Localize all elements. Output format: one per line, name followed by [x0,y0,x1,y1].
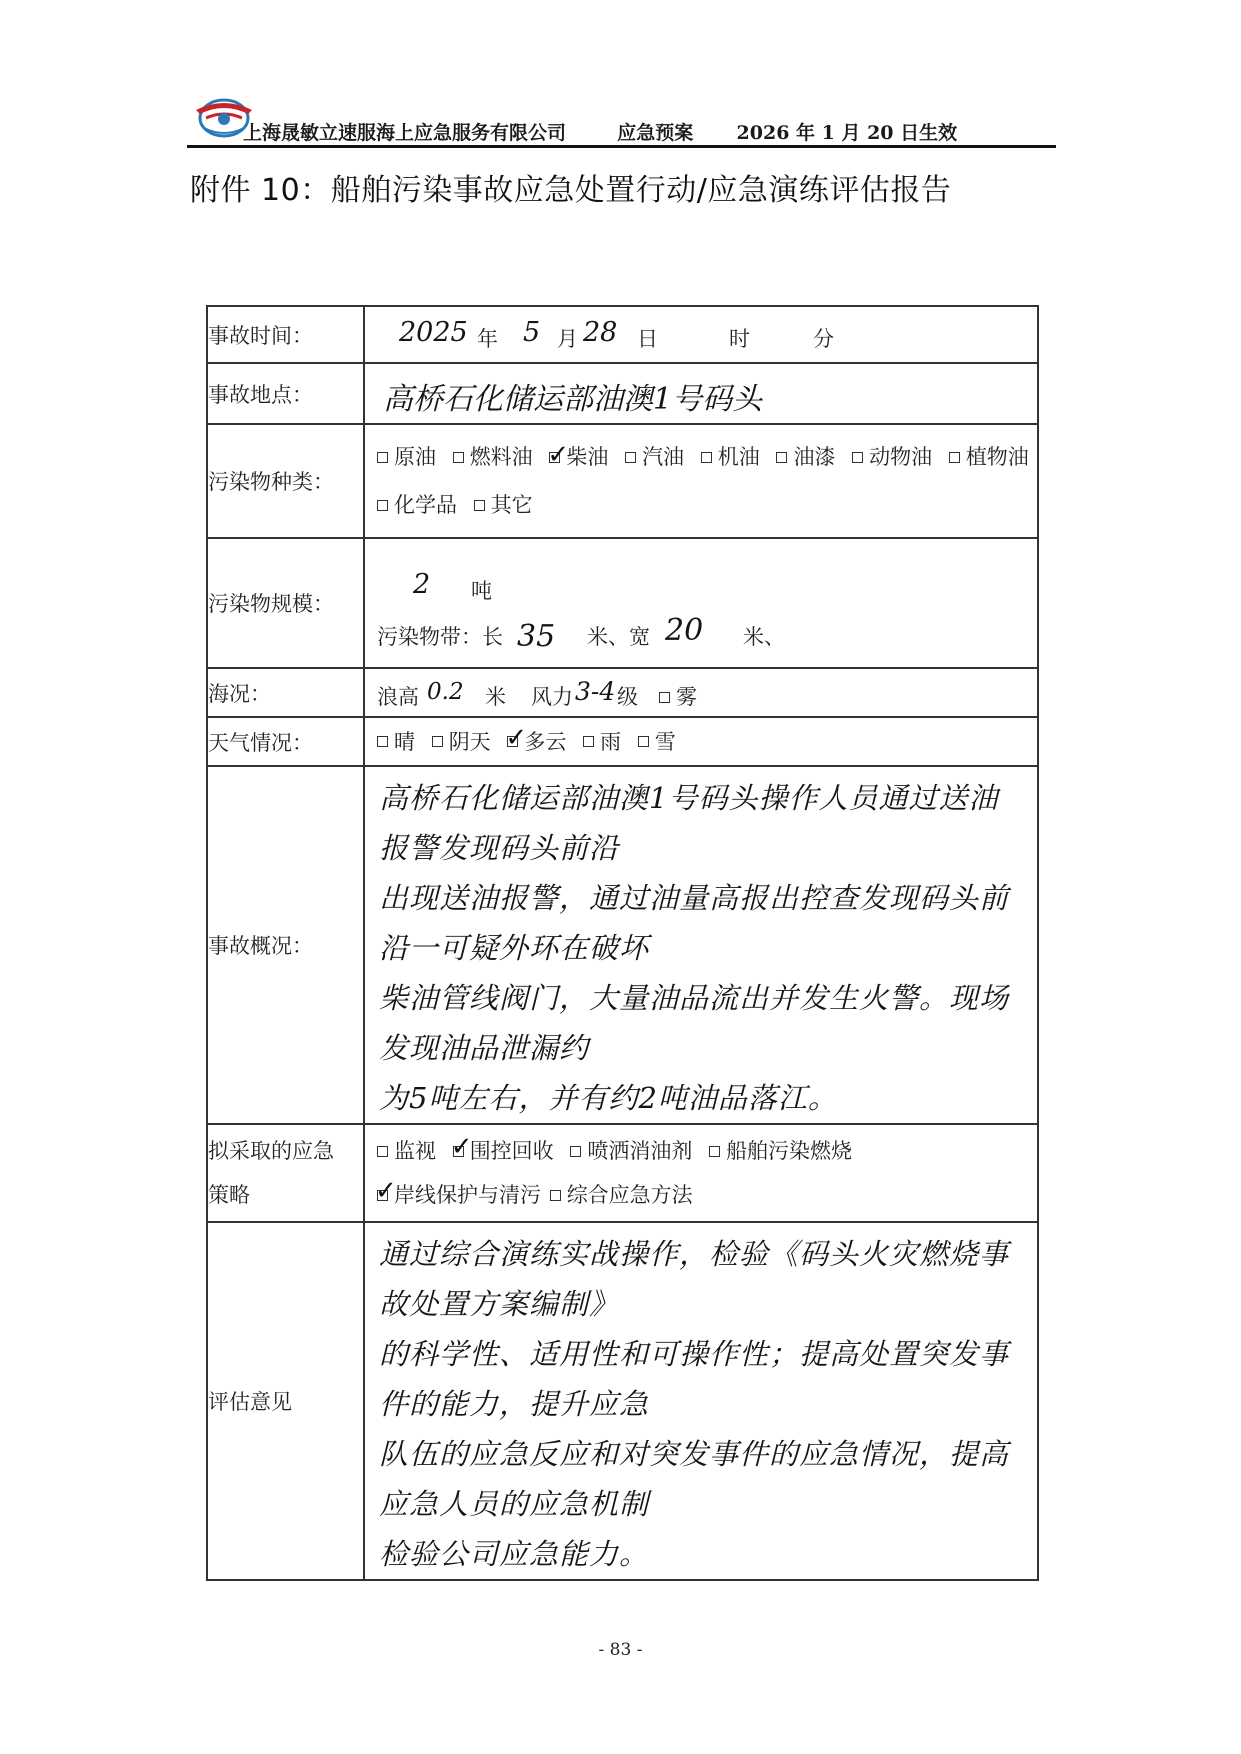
option-fuel-oil: 燃料油 [469,445,533,469]
value-sea-state [364,668,1038,717]
time-year: 2025 [399,317,468,348]
checkbox-chemicals[interactable] [377,500,388,511]
row-assessment [207,1222,1038,1580]
summary-line: 柴油管线阀门，大量油品流出并发生火警。现场发现油品泄漏约 [379,981,1010,1065]
checkbox-rain[interactable] [583,736,594,747]
time-year-unit: 年 [477,327,498,351]
option-other: 其它 [490,493,533,517]
assessment-line: 检验公司应急能力。 [379,1537,650,1571]
sea-wind-prefix: 风力 [531,685,573,709]
scale-amount: 2 [413,569,431,600]
time-day: 28 [583,317,618,348]
page-number: - 83 - [598,1640,643,1660]
summary-line: 高桥石化储运部油澳1号码头操作人员通过送油报警发现码头前沿 [379,781,999,865]
sea-wave-unit: 米 [485,685,506,709]
sea-wave: 0.2 [427,679,464,705]
summary-line: 出现送油报警，通过油量高报出控查发现码头前沿一可疑外环在破坏 [379,881,1010,965]
value-incident-location [364,363,1038,424]
label-pollutant-scale: 污染物规模： [207,538,364,668]
scale-width: 20 [665,613,704,648]
scale-length: 35 [517,619,556,654]
assessment-line: 队伍的应急反应和对突发事件的应急情况，提高应急人员的应急机制 [379,1437,1010,1521]
row-sea-state [207,668,1038,717]
label-incident-summary: 事故概况： [207,766,364,1124]
label-pollutant-type: 污染物种类： [207,424,364,538]
option-containment-recovery: 围控回收 [469,1139,554,1163]
strategy-options-line-2 [365,1173,1037,1217]
checkbox-paint[interactable] [776,452,787,463]
location-text: 高桥石化储运部油澳1号码头 [383,382,763,417]
check-mark-icon: ✓ [505,722,528,753]
option-monitoring: 监视 [394,1139,436,1163]
option-rain: 雨 [600,729,622,754]
assessment-form-table [206,305,1039,1581]
checkbox-overcast[interactable] [432,736,443,747]
option-integrated-response: 综合应急方法 [566,1183,693,1207]
pollutant-options-line-1 [365,433,1037,481]
page-header [243,118,1063,145]
checkbox-snow[interactable] [638,736,649,747]
label-response-strategy [207,1124,364,1222]
row-response-strategy [207,1124,1038,1222]
check-mark-icon: ✓ [375,1176,397,1206]
time-hour-unit: 时 [729,327,750,351]
checkbox-animal-oil[interactable] [852,452,863,463]
header-doc-type: 应急预案 [617,122,694,144]
header-effective-date: 2026 年 1 月 20 日生效 [736,122,958,144]
option-animal-oil: 动物油 [869,445,933,469]
checkbox-gasoline[interactable] [625,452,636,463]
value-assessment [364,1222,1038,1580]
row-pollutant-type [207,424,1038,538]
sea-wind-unit: 级 [617,685,638,709]
scale-amount-unit: 吨 [471,579,492,603]
value-weather [364,717,1038,766]
checkbox-vegetable-oil[interactable] [949,452,960,463]
value-incident-summary [364,766,1038,1124]
row-incident-summary [207,766,1038,1124]
option-snow: 雪 [654,729,676,754]
header-divider [187,145,1056,148]
option-shoreline-protection: 岸线保护与清污 [394,1183,541,1207]
pollutant-options-line-2 [365,481,1037,529]
checkbox-crude-oil[interactable] [377,452,388,463]
label-incident-time: 事故时间： [207,306,364,363]
checkbox-dispersant[interactable] [570,1146,581,1157]
option-dispersant: 喷洒消油剂 [587,1139,693,1163]
option-chemicals: 化学品 [394,493,457,517]
value-response-strategy [364,1124,1038,1222]
checkbox-integrated-response[interactable] [550,1190,561,1201]
strategy-options-line-1 [365,1129,1037,1173]
value-pollutant-type [364,424,1038,538]
row-weather [207,717,1038,766]
option-diesel: 柴油 [566,445,609,469]
checkbox-sunny[interactable] [377,736,388,747]
scale-belt-prefix: 污染物带：长 [377,625,503,649]
scale-width-unit: 米、 [743,625,785,649]
option-engine-oil: 机油 [717,445,760,469]
option-paint: 油漆 [793,445,836,469]
check-mark-icon: ✓ [547,440,570,470]
row-incident-location [207,363,1038,424]
option-vegetable-oil: 植物油 [965,445,1029,469]
value-incident-time [364,306,1038,363]
weather-options [365,720,1037,764]
option-cloudy: 多云 [524,729,567,754]
strategy-label-line-2: 策略 [208,1183,250,1207]
label-weather: 天气情况： [207,717,364,766]
sea-wave-prefix: 浪高 [377,685,419,709]
assessment-line: 的科学性、适用性和可操作性；提高处置突发事件的能力，提升应急 [379,1337,1010,1421]
label-sea-state: 海况： [207,668,364,717]
option-gasoline: 汽油 [642,445,685,469]
option-sunny: 晴 [394,729,415,754]
option-in-situ-burning: 船舶污染燃烧 [726,1139,853,1163]
time-month-unit: 月 [557,327,578,351]
strategy-label-line-1: 拟采取的应急 [208,1139,334,1163]
label-incident-location: 事故地点： [207,363,364,424]
summary-text [365,767,1037,1123]
time-day-unit: 日 [637,327,658,351]
checkbox-engine-oil[interactable] [701,452,712,463]
sea-wind: 3-4 [575,677,616,706]
checkbox-other[interactable] [474,500,485,511]
checkbox-in-situ-burning[interactable] [709,1146,720,1157]
summary-line: 为5吨左右，并有约2吨油品落江。 [379,1081,838,1115]
checkbox-fuel-oil[interactable] [453,452,464,463]
check-mark-icon: ✓ [450,1132,473,1162]
checkbox-fog[interactable] [659,692,670,703]
assessment-line: 通过综合演练实战操作，检验《码头火灾燃烧事故处置方案编制》 [379,1237,1010,1321]
option-overcast: 阴天 [448,729,491,754]
time-minute-unit: 分 [813,327,834,351]
value-pollutant-scale [364,538,1038,668]
time-month: 5 [523,317,541,348]
row-incident-time [207,306,1038,363]
header-company: 上海晟敏立速服海上应急服务有限公司 [243,122,567,144]
option-crude-oil: 原油 [394,445,436,469]
assessment-text [365,1223,1037,1579]
label-assessment: 评估意见 [207,1222,364,1580]
attachment-title: 附件 10：船舶污染事故应急处置行动/应急演练评估报告 [190,173,952,208]
scale-length-unit: 米、宽 [587,625,650,649]
row-pollutant-scale [207,538,1038,668]
option-fog: 雾 [676,685,697,709]
checkbox-monitoring[interactable] [377,1146,388,1157]
